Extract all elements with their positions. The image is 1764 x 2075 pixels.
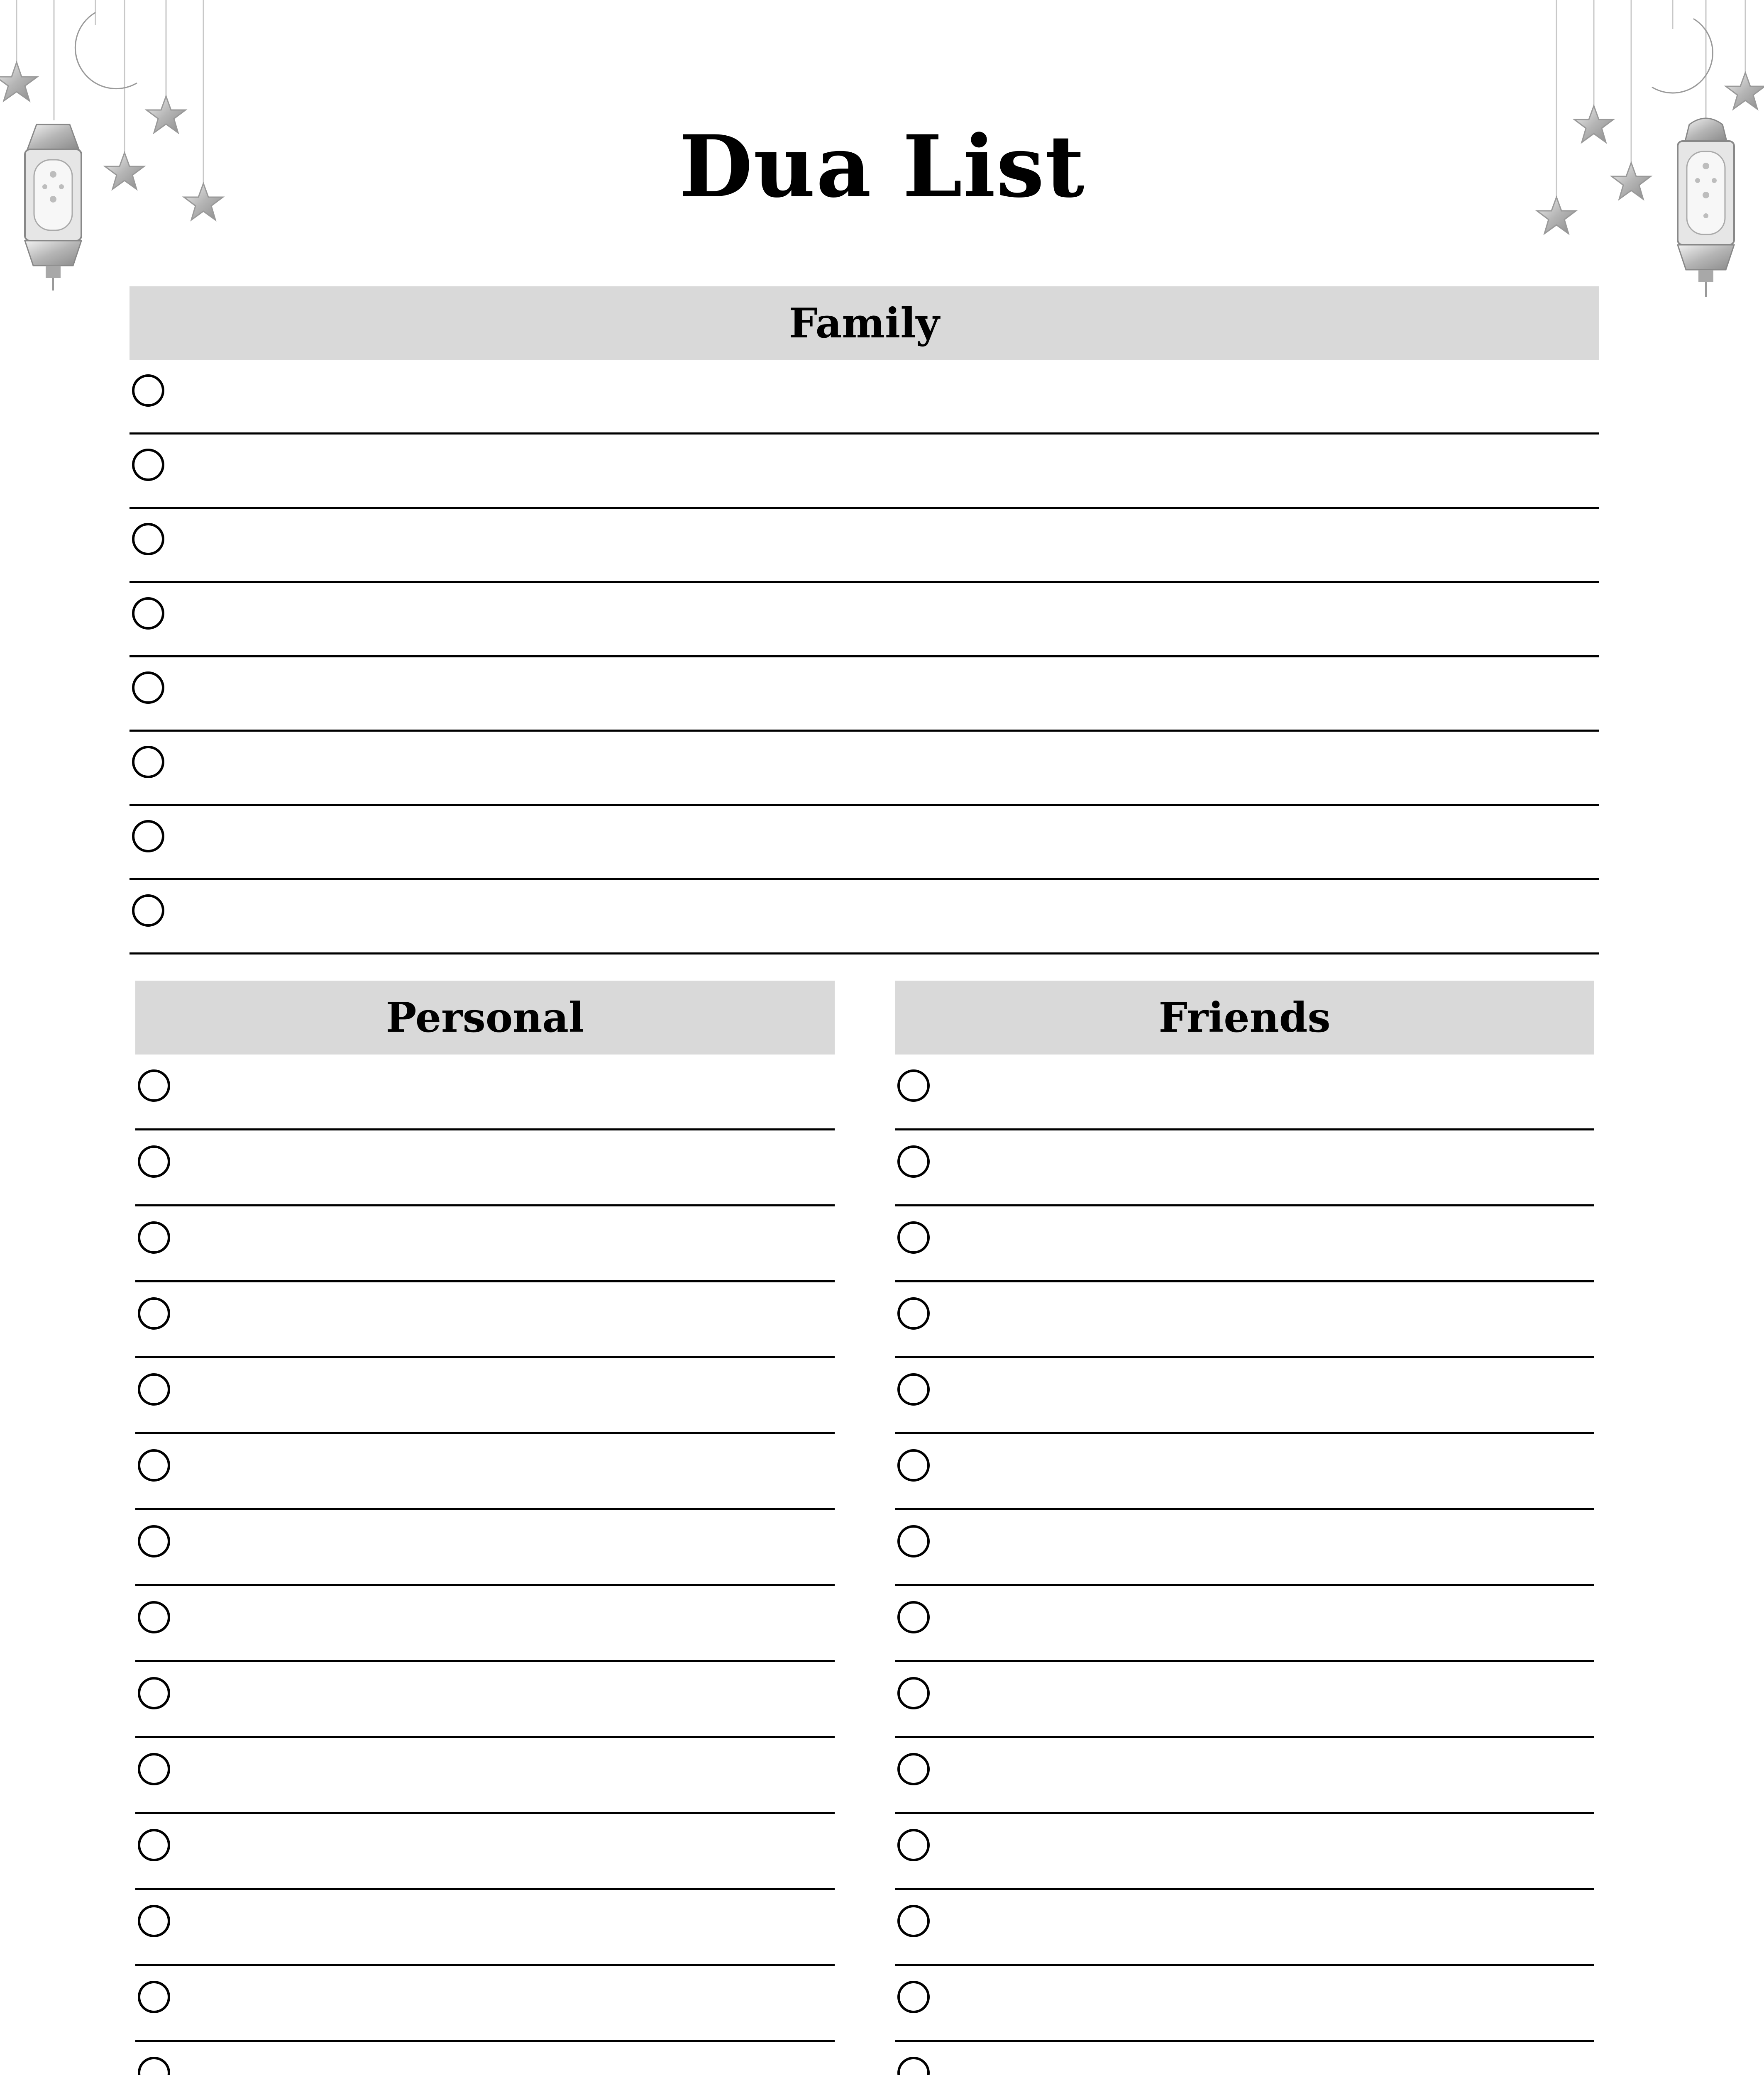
- friends-checklist-row: [895, 1890, 1594, 1966]
- friends-checklist: [895, 1055, 1594, 2075]
- family-checklist-row: [129, 509, 1599, 583]
- family-checklist-row: [129, 806, 1599, 880]
- friends-entry-line[interactable]: [949, 2050, 1590, 2075]
- family-section-label: Family: [789, 299, 940, 347]
- personal-checkbox[interactable]: [138, 1525, 170, 1557]
- personal-checkbox[interactable]: [138, 2057, 170, 2075]
- family-checklist-row: [129, 583, 1599, 657]
- personal-checklist-row: [135, 1814, 835, 1890]
- personal-entry-line[interactable]: [189, 1367, 831, 1416]
- friends-section-header: [895, 981, 1594, 1055]
- personal-entry-line[interactable]: [189, 1063, 831, 1113]
- personal-checklist-row: [135, 1206, 835, 1282]
- friends-entry-line[interactable]: [949, 1746, 1590, 1796]
- family-checklist-row: [129, 435, 1599, 509]
- friends-entry-line[interactable]: [949, 1822, 1590, 1872]
- friends-checkbox[interactable]: [897, 1297, 930, 1330]
- family-checklist-row: [129, 732, 1599, 806]
- personal-checkbox[interactable]: [138, 1449, 170, 1482]
- family-entry-line[interactable]: [183, 889, 1595, 938]
- family-entry-line[interactable]: [183, 591, 1595, 641]
- friends-entry-line[interactable]: [949, 1215, 1590, 1265]
- family-checkbox[interactable]: [132, 820, 164, 852]
- friends-checkbox[interactable]: [897, 1905, 930, 1937]
- personal-checkbox[interactable]: [138, 1297, 170, 1330]
- friends-checklist-row: [895, 1434, 1594, 1510]
- personal-checklist-row: [135, 1434, 835, 1510]
- personal-section-header: [135, 981, 835, 1055]
- friends-entry-line[interactable]: [949, 1443, 1590, 1492]
- personal-checkbox[interactable]: [138, 1829, 170, 1861]
- personal-checkbox[interactable]: [138, 1981, 170, 2013]
- personal-entry-line[interactable]: [189, 1974, 831, 2024]
- crescent-moon-icon: [1652, 19, 1713, 93]
- friends-entry-line[interactable]: [949, 1367, 1590, 1416]
- family-section-header: [129, 286, 1599, 360]
- personal-checklist-row: [135, 1738, 835, 1814]
- friends-checklist-row: [895, 1586, 1594, 1662]
- friends-checklist-row: [895, 1358, 1594, 1434]
- family-entry-line[interactable]: [183, 443, 1595, 493]
- personal-checklist-row: [135, 1662, 835, 1738]
- personal-checkbox[interactable]: [138, 1069, 170, 1102]
- friends-entry-line[interactable]: [949, 1291, 1590, 1340]
- personal-checkbox[interactable]: [138, 1905, 170, 1937]
- friends-checklist-row: [895, 1510, 1594, 1586]
- family-checkbox[interactable]: [132, 449, 164, 481]
- friends-checkbox[interactable]: [897, 1525, 930, 1557]
- personal-entry-line[interactable]: [189, 1139, 831, 1189]
- friends-checklist-row: [895, 1814, 1594, 1890]
- friends-entry-line[interactable]: [949, 1518, 1590, 1568]
- personal-section-label: Personal: [386, 994, 584, 1042]
- friends-checklist-row: [895, 1055, 1594, 1130]
- friends-checklist-row: [895, 1206, 1594, 1282]
- friends-checkbox[interactable]: [897, 1829, 930, 1861]
- personal-checklist-row: [135, 1055, 835, 1130]
- personal-entry-line[interactable]: [189, 1594, 831, 1644]
- personal-entry-line[interactable]: [189, 1898, 831, 1948]
- personal-entry-line[interactable]: [189, 1443, 831, 1492]
- personal-checklist-row: [135, 1966, 835, 2042]
- family-checkbox[interactable]: [132, 671, 164, 704]
- friends-entry-line[interactable]: [949, 1670, 1590, 1720]
- personal-entry-line[interactable]: [189, 1291, 831, 1340]
- personal-checklist-row: [135, 1282, 835, 1358]
- family-entry-line[interactable]: [183, 740, 1595, 790]
- personal-checklist-row: [135, 1890, 835, 1966]
- personal-checklist-row: [135, 2042, 835, 2075]
- friends-checklist-row: [895, 1662, 1594, 1738]
- friends-entry-line[interactable]: [949, 1594, 1590, 1644]
- friends-checklist-row: [895, 1130, 1594, 1206]
- family-entry-line[interactable]: [183, 814, 1595, 864]
- family-checklist-row: [129, 360, 1599, 435]
- friends-section-label: Friends: [1158, 994, 1331, 1042]
- friends-checkbox[interactable]: [897, 1981, 930, 2013]
- family-checkbox[interactable]: [132, 523, 164, 555]
- personal-entry-line[interactable]: [189, 1215, 831, 1265]
- personal-entry-line[interactable]: [189, 1670, 831, 1720]
- friends-entry-line[interactable]: [949, 1898, 1590, 1948]
- family-checklist-row: [129, 657, 1599, 732]
- family-entry-line[interactable]: [183, 517, 1595, 567]
- friends-entry-line[interactable]: [949, 1063, 1590, 1113]
- friends-checkbox[interactable]: [897, 1221, 930, 1254]
- personal-entry-line[interactable]: [189, 2050, 831, 2075]
- family-checkbox[interactable]: [132, 597, 164, 630]
- family-entry-line[interactable]: [183, 666, 1595, 715]
- friends-checklist-row: [895, 2042, 1594, 2075]
- friends-checkbox[interactable]: [897, 1373, 930, 1406]
- personal-checklist: [135, 1055, 835, 2075]
- personal-checkbox[interactable]: [138, 1753, 170, 1785]
- friends-entry-line[interactable]: [949, 1974, 1590, 2024]
- page-title: Dua List: [679, 117, 1085, 217]
- friends-checkbox[interactable]: [897, 1601, 930, 1633]
- friends-checklist-row: [895, 1738, 1594, 1814]
- family-entry-line[interactable]: [183, 369, 1595, 418]
- personal-checkbox[interactable]: [138, 1373, 170, 1406]
- friends-checkbox[interactable]: [897, 1753, 930, 1785]
- friends-entry-line[interactable]: [949, 1139, 1590, 1189]
- family-checkbox[interactable]: [132, 374, 164, 407]
- personal-checklist-row: [135, 1358, 835, 1434]
- personal-entry-line[interactable]: [189, 1518, 831, 1568]
- family-checkbox[interactable]: [132, 894, 164, 927]
- friends-checklist-row: [895, 1966, 1594, 2042]
- crescent-moon-icon: [75, 12, 137, 89]
- friends-checkbox[interactable]: [897, 2057, 930, 2075]
- personal-checkbox[interactable]: [138, 1601, 170, 1633]
- friends-checkbox[interactable]: [897, 1677, 930, 1709]
- personal-checkbox[interactable]: [138, 1677, 170, 1709]
- friends-checkbox[interactable]: [897, 1069, 930, 1102]
- personal-entry-line[interactable]: [189, 1746, 831, 1796]
- personal-checklist-row: [135, 1510, 835, 1586]
- personal-entry-line[interactable]: [189, 1822, 831, 1872]
- family-checklist-row: [129, 880, 1599, 954]
- friends-checkbox[interactable]: [897, 1449, 930, 1482]
- personal-checklist-row: [135, 1586, 835, 1662]
- friends-checkbox[interactable]: [897, 1145, 930, 1178]
- personal-checkbox[interactable]: [138, 1145, 170, 1178]
- family-checkbox[interactable]: [132, 746, 164, 778]
- family-checklist: [129, 360, 1599, 954]
- personal-checklist-row: [135, 1130, 835, 1206]
- personal-checkbox[interactable]: [138, 1221, 170, 1254]
- friends-checklist-row: [895, 1282, 1594, 1358]
